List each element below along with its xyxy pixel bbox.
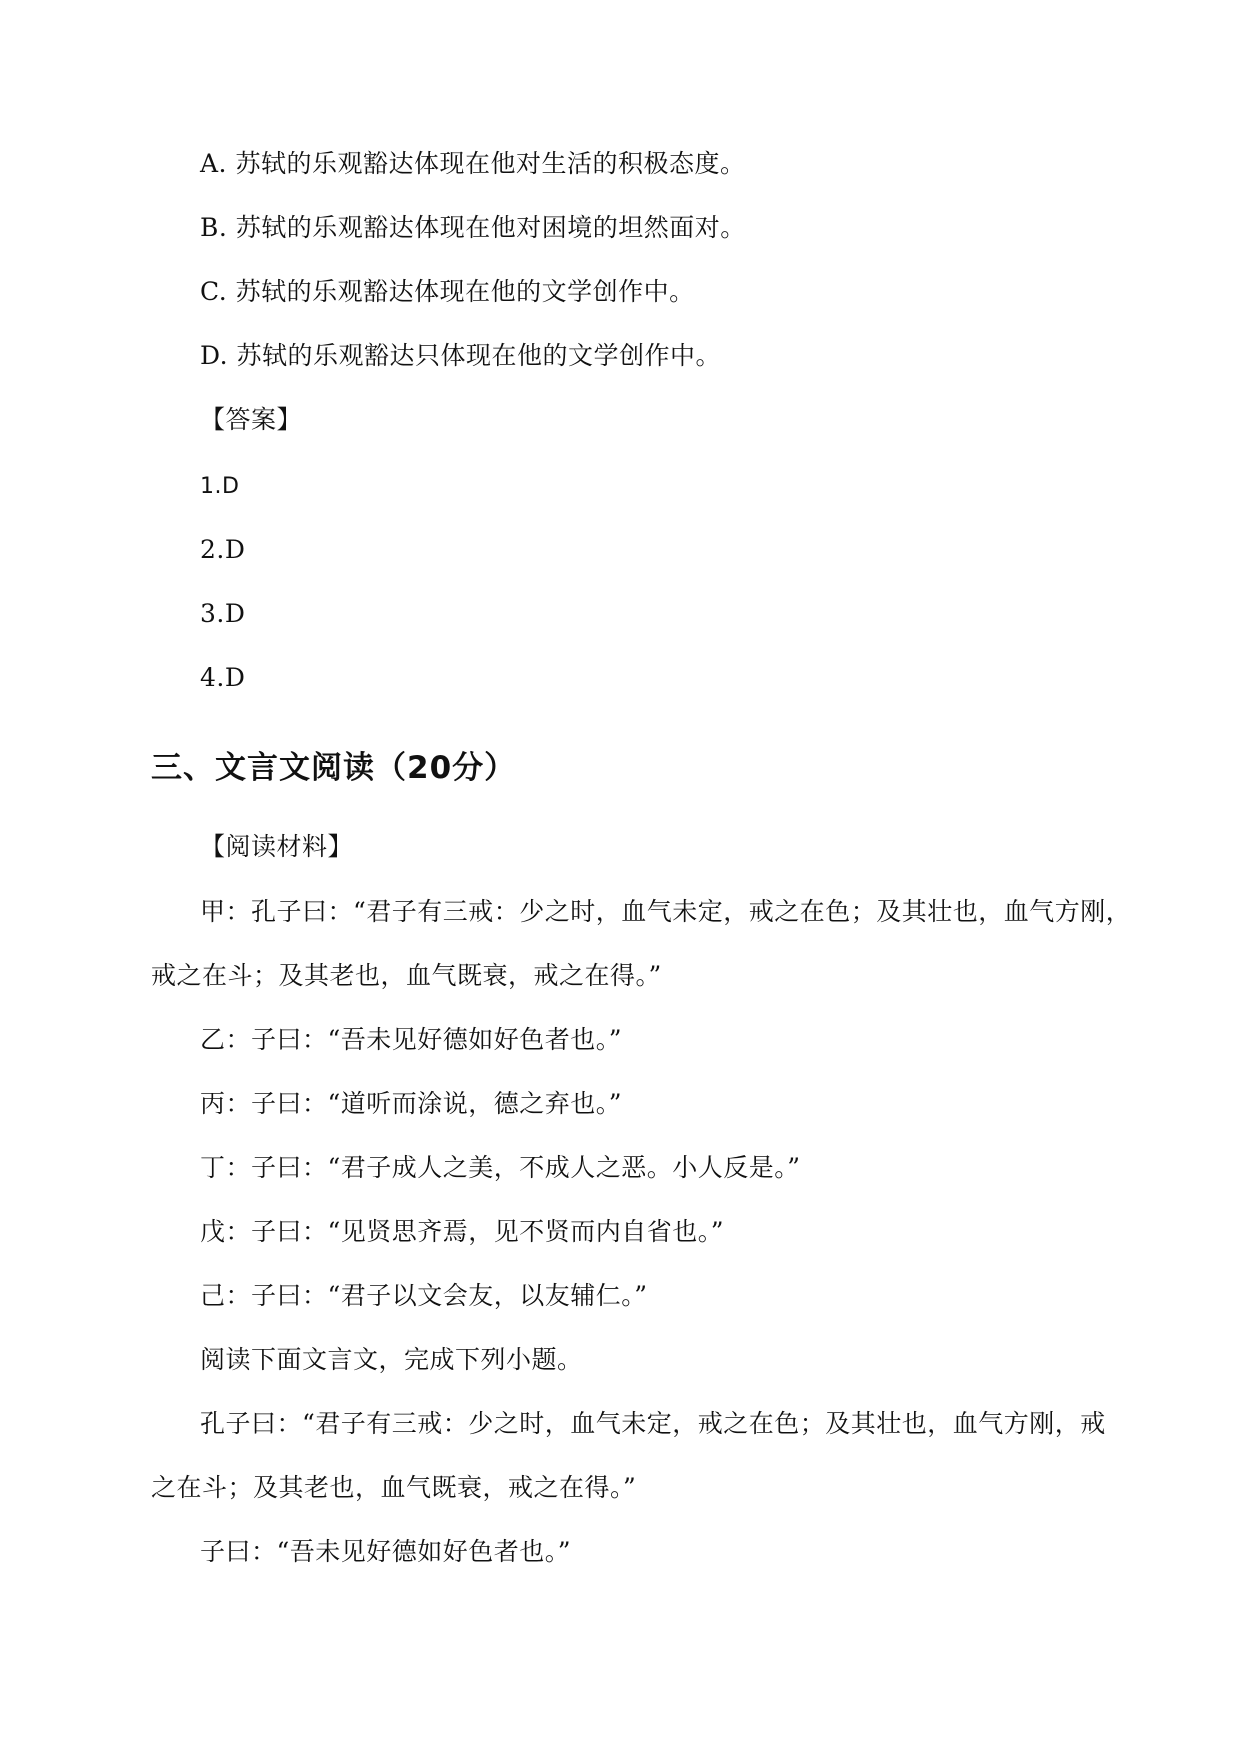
- answer-item-3: 3.D: [200, 599, 246, 628]
- material-yi: 乙：子曰：“吾未见好德如好色者也。”: [200, 1025, 623, 1054]
- answer-item-4: 4.D: [200, 663, 246, 692]
- passage-line-3: 子曰：“吾未见好德如好色者也。”: [200, 1537, 572, 1566]
- material-ji: 己：子曰：“君子以文会友，以友辅仁。”: [200, 1281, 648, 1310]
- section-heading: 三、文言文阅读（20分）: [151, 750, 517, 786]
- option-d: D. 苏轼的乐观豁达只体现在他的文学创作中。: [200, 341, 722, 370]
- answer-item-1: 1.D: [200, 474, 240, 499]
- instruction-text: 阅读下面文言文，完成下列小题。: [200, 1345, 583, 1374]
- material-label: 【阅读材料】: [200, 832, 354, 861]
- material-bing: 丙：子曰：“道听而涂说，德之弃也。”: [200, 1089, 623, 1118]
- material-ding: 丁：子曰：“君子成人之美，不成人之恶。小人反是。”: [200, 1153, 801, 1182]
- material-jia-line-2: 戒之在斗；及其老也，血气既衰，戒之在得。”: [151, 961, 662, 990]
- answer-item-2: 2.D: [200, 535, 246, 564]
- passage-line-2: 之在斗；及其老也，血气既衰，戒之在得。”: [151, 1473, 637, 1502]
- option-a: A. 苏轼的乐观豁达体现在他对生活的积极态度。: [200, 149, 746, 178]
- option-c: C. 苏轼的乐观豁达体现在他的文学创作中。: [200, 277, 695, 306]
- passage-line-1: 孔子曰：“君子有三戒：少之时，血气未定，戒之在色；及其壮也，血气方刚，戒: [200, 1409, 1106, 1438]
- answer-label: 【答案】: [200, 405, 303, 434]
- option-b: B. 苏轼的乐观豁达体现在他对困境的坦然面对。: [200, 213, 746, 242]
- material-wu: 戊：子曰：“见贤思齐焉，见不贤而内自省也。”: [200, 1217, 725, 1246]
- material-jia-line-1: 甲：孔子曰：“君子有三戒：少之时，血气未定，戒之在色；及其壮也，血气方刚，: [200, 897, 1132, 926]
